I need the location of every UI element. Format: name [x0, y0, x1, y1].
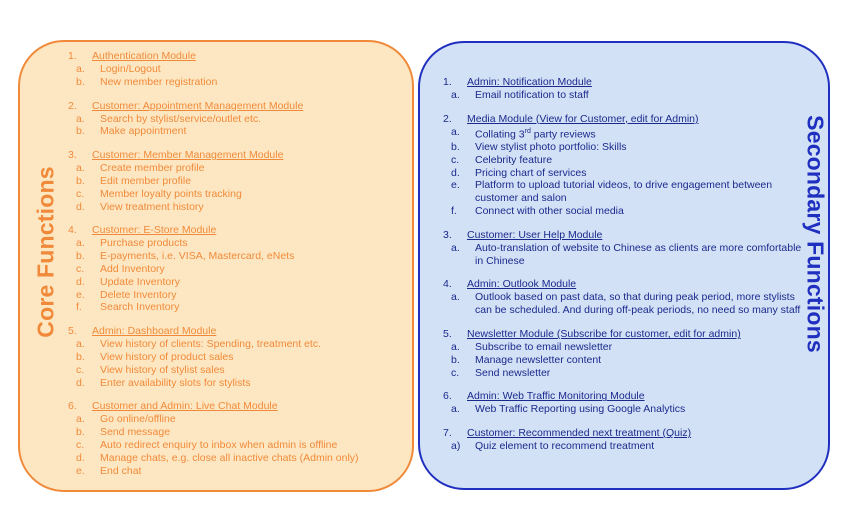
module-title: Newsletter Module (Subscribe for customer, edit for admin) [467, 328, 741, 341]
module-heading [443, 328, 803, 341]
module-item [68, 188, 398, 201]
module [68, 224, 398, 314]
item-text: Search Inventory [100, 301, 180, 314]
module-item [443, 141, 803, 154]
item-letter: d. [76, 275, 85, 288]
core-functions-title: Core Functions [32, 166, 59, 338]
module-item-list [68, 63, 398, 89]
item-text: Manage chats, e.g. close all inactive chats (Admin only) [100, 451, 359, 464]
item-text: Celebrity feature [475, 153, 553, 166]
module-item [443, 341, 803, 354]
module-item [68, 250, 398, 263]
item-letter: e. [76, 288, 85, 301]
module-heading [68, 100, 398, 113]
module-item-list [68, 162, 398, 213]
item-letter: a. [451, 291, 460, 304]
item-letter: a. [451, 341, 460, 354]
module-title: Customer: Appointment Management Module [92, 99, 304, 112]
module [443, 229, 803, 268]
item-text: End chat [100, 464, 142, 477]
module-heading [68, 224, 398, 237]
module-item [68, 465, 398, 478]
item-text: Pricing chart of services [475, 166, 587, 179]
item-letter: a. [451, 241, 460, 254]
secondary-functions-title: Secondary Functions [802, 115, 829, 353]
module-item-list [443, 403, 803, 416]
module-number: 4. [68, 224, 77, 237]
item-letter: c. [451, 366, 460, 379]
item-text: Login/Logout [100, 63, 161, 75]
core-module-list [68, 50, 398, 488]
module-title: Authentication Module [92, 50, 196, 62]
item-text: View history of stylist sales [100, 363, 225, 376]
module-heading [443, 427, 803, 440]
module-item [68, 113, 398, 126]
item-text: Purchase products [100, 237, 188, 250]
item-letter: e. [76, 464, 85, 477]
item-text: Go online/offline [100, 413, 176, 426]
secondary-module-list [443, 76, 803, 464]
item-text: Web Traffic Reporting using Google Analytics [475, 403, 686, 416]
module-item [443, 167, 803, 180]
module-number: 5. [68, 325, 77, 338]
module-title: Admin: Dashboard Module [92, 325, 217, 338]
module-heading [443, 278, 803, 291]
module-title: Customer: E-Store Module [92, 224, 217, 237]
module-item [443, 354, 803, 367]
module-item-list [68, 338, 398, 389]
item-text: Platform to upload tutorial videos, to drive engagement between customer and salon [475, 179, 773, 205]
module-item [443, 89, 803, 102]
item-text: Create member profile [100, 162, 205, 175]
module-heading [68, 149, 398, 162]
item-text: New member registration [100, 75, 218, 88]
module [68, 149, 398, 213]
item-text: Auto-translation of website to Chinese as clients are more comfortable in Chinese [475, 241, 802, 267]
module [443, 278, 803, 317]
item-letter: a. [451, 125, 460, 138]
module-item [68, 125, 398, 138]
item-letter: e. [451, 179, 460, 192]
module-item [68, 364, 398, 377]
item-letter: a. [76, 162, 85, 175]
item-text: Member loyalty points tracking [100, 187, 242, 200]
module-heading [443, 390, 803, 403]
item-text: Quiz element to recommend treatment [475, 440, 655, 453]
module-title: Admin: Outlook Module [467, 278, 577, 291]
module-item-list [443, 242, 803, 268]
module-number: 1. [443, 76, 452, 88]
module-item-list [443, 341, 803, 379]
item-letter: a. [76, 237, 85, 250]
module-number: 6. [68, 400, 77, 413]
item-letter: f. [451, 205, 457, 218]
module [443, 427, 803, 453]
module [443, 328, 803, 379]
item-letter: a) [451, 440, 461, 453]
module-item [68, 301, 398, 314]
item-text: Connect with other social media [475, 205, 624, 218]
item-text: Edit member profile [100, 174, 192, 187]
item-letter: b. [76, 75, 85, 88]
module-title: Customer: User Help Module [467, 228, 603, 241]
module-item [443, 154, 803, 167]
item-text: Update Inventory [100, 275, 180, 288]
item-text: View history of product sales [100, 350, 234, 363]
module-title: Media Module (View for Customer, edit for Admin) [467, 112, 699, 125]
item-letter: c. [451, 153, 460, 166]
module-item [443, 205, 803, 218]
item-text: E-payments, i.e. VISA, Mastercard, eNets [100, 250, 295, 263]
item-text: Search by stylist/service/outlet etc. [100, 112, 262, 125]
module-number: 6. [443, 390, 452, 403]
item-text: View history of clients: Spending, treatment etc. [100, 338, 322, 351]
item-letter: b. [76, 426, 85, 439]
item-text: Send message [100, 426, 171, 439]
module-number: 5. [443, 328, 452, 341]
item-text: Auto redirect enquiry to inbox when admin is offline [100, 438, 338, 451]
module [443, 390, 803, 416]
module-item [68, 276, 398, 289]
module-title: Admin: Web Traffic Monitoring Module [467, 390, 645, 403]
item-letter: b. [76, 125, 85, 138]
module-number: 3. [68, 149, 77, 162]
item-letter: b. [76, 174, 85, 187]
item-letter: c. [76, 363, 85, 376]
item-letter: b. [451, 353, 460, 366]
module-item [68, 175, 398, 188]
module-item-list [443, 126, 803, 218]
module-item [68, 338, 398, 351]
item-text: Subscribe to email newsletter [475, 341, 613, 354]
item-letter: f. [76, 301, 82, 314]
module-item [68, 263, 398, 276]
item-letter: a. [76, 338, 85, 351]
item-letter: b. [76, 250, 85, 263]
item-letter: c. [76, 187, 85, 200]
module-item [68, 63, 398, 76]
module-item [68, 426, 398, 439]
item-letter: b. [451, 141, 460, 154]
item-text: Email notification to staff [475, 89, 589, 101]
item-letter: d. [76, 200, 85, 213]
module-item [443, 440, 803, 453]
module-item-list [443, 440, 803, 453]
module-item [68, 377, 398, 390]
item-letter: a. [451, 403, 460, 416]
module-item [68, 289, 398, 302]
item-text: Collating 3rd party reviews [475, 127, 596, 141]
module-item [68, 351, 398, 364]
module-item [443, 367, 803, 380]
item-letter: d. [76, 451, 85, 464]
module-item-list [443, 89, 803, 102]
module-item [443, 179, 803, 205]
module [68, 50, 398, 89]
module-number: 2. [68, 99, 77, 112]
item-text: Make appointment [100, 125, 187, 138]
module [68, 400, 398, 477]
item-letter: d. [451, 166, 460, 179]
item-letter: a. [76, 63, 85, 75]
item-text: Outlook based on past data, so that during peak period, more stylists can be scheduled. And during off-peak periods, no need so many staff [475, 291, 801, 317]
module [443, 76, 803, 102]
module-heading [443, 229, 803, 242]
item-text: Manage newsletter content [475, 353, 602, 366]
item-letter: a. [451, 89, 460, 101]
module [68, 325, 398, 389]
module-number: 7. [443, 427, 452, 440]
module-item [68, 162, 398, 175]
module-item-list [68, 237, 398, 314]
item-letter: a. [76, 112, 85, 125]
module-item [68, 452, 398, 465]
module-title: Customer: Recommended next treatment (Quiz) [467, 427, 692, 440]
item-letter: d. [76, 376, 85, 389]
module-item [68, 413, 398, 426]
module-heading [68, 325, 398, 338]
module-item-list [443, 291, 803, 317]
module [443, 113, 803, 218]
module-item [443, 126, 803, 141]
module-item [443, 291, 803, 317]
module-heading [443, 113, 803, 126]
module-item-list [68, 413, 398, 477]
module-item [68, 439, 398, 452]
module-item [68, 237, 398, 250]
item-text: View treatment history [100, 200, 204, 213]
module-item [443, 242, 803, 268]
module-number: 1. [68, 50, 77, 62]
item-text: View stylist photo portfolio: Skills [475, 141, 627, 154]
item-text: Send newsletter [475, 366, 551, 379]
module [68, 100, 398, 139]
item-text: Enter availability slots for stylists [100, 376, 251, 389]
item-text: Add Inventory [100, 262, 165, 275]
module-title: Admin: Notification Module [467, 76, 592, 88]
module-number: 4. [443, 278, 452, 291]
module-title: Customer and Admin: Live Chat Module [92, 400, 278, 413]
item-letter: a. [76, 413, 85, 426]
item-letter: b. [76, 350, 85, 363]
module-heading [443, 76, 803, 89]
module-heading [68, 400, 398, 413]
module-title: Customer: Member Management Module [92, 149, 284, 162]
module-heading [68, 50, 398, 63]
module-item-list [68, 113, 398, 139]
item-letter: c. [76, 438, 85, 451]
module-item [443, 403, 803, 416]
module-item [68, 201, 398, 214]
item-letter: c. [76, 262, 85, 275]
item-text: Delete Inventory [100, 288, 177, 301]
module-item [68, 76, 398, 89]
module-number: 2. [443, 112, 452, 125]
module-number: 3. [443, 228, 452, 241]
